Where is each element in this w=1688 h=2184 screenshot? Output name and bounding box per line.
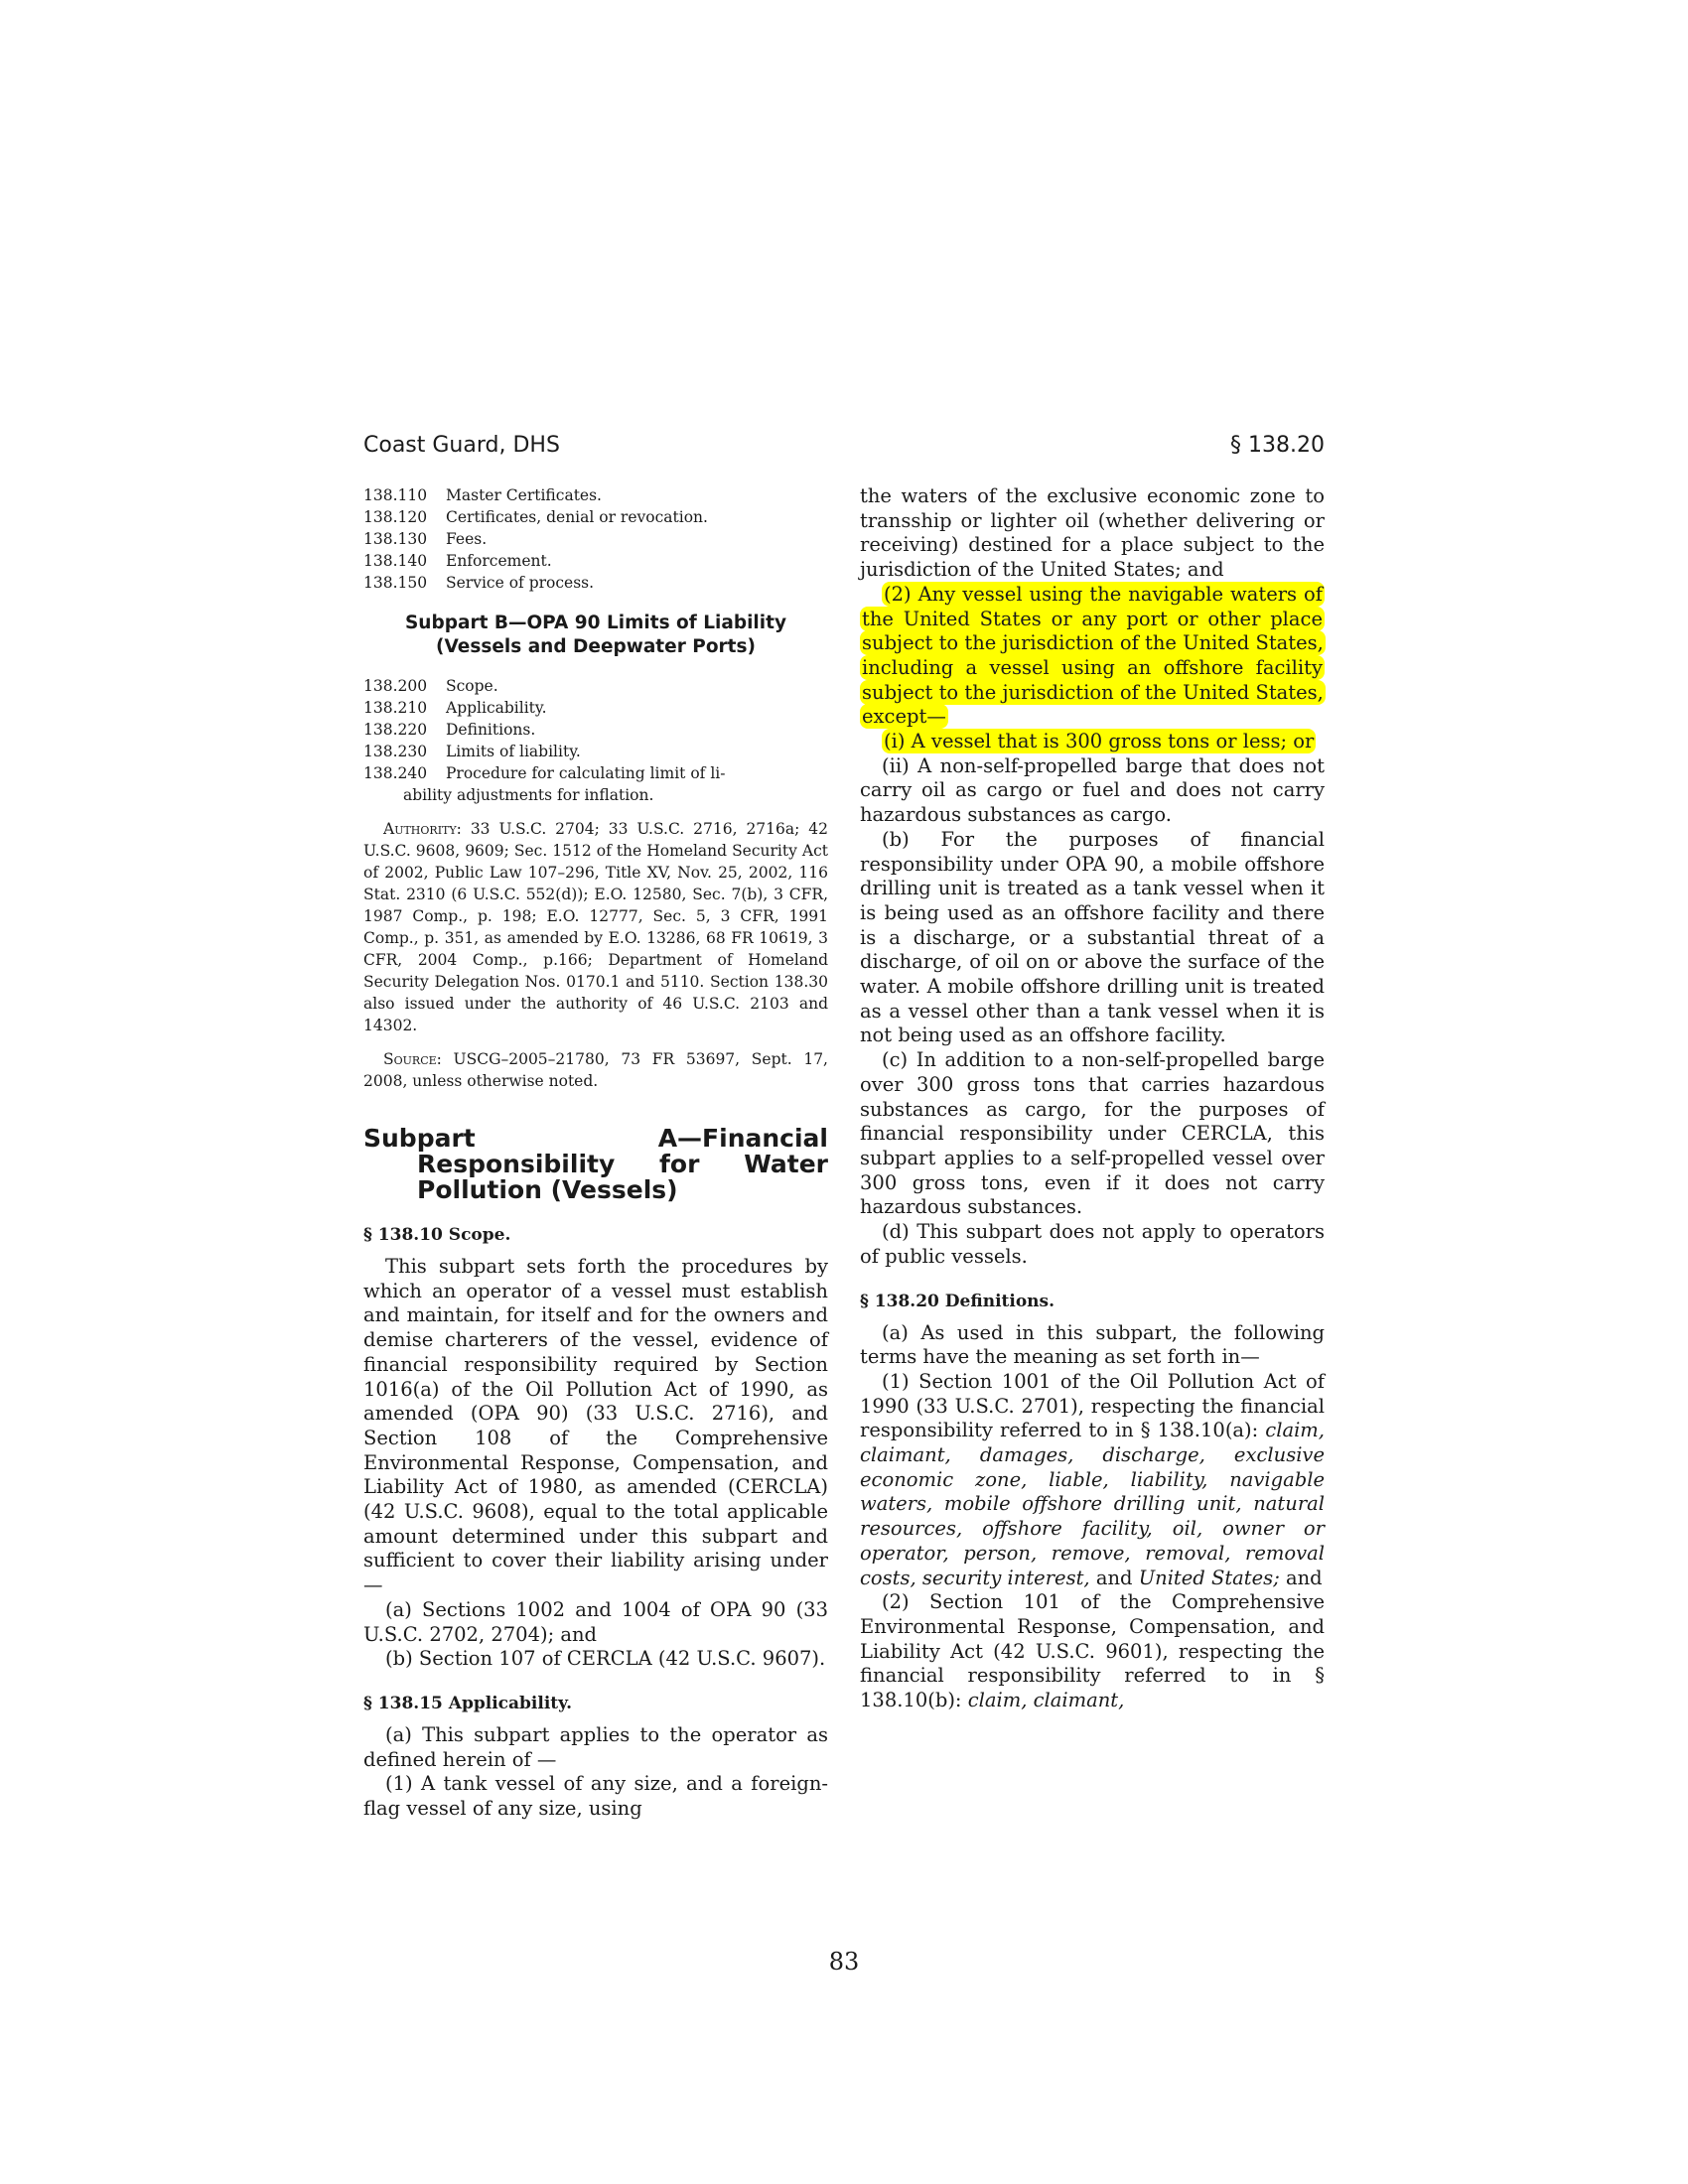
section-heading-138-10: § 138.10 Scope.: [363, 1225, 511, 1245]
toc-section-number: 138.150: [363, 574, 428, 592]
toc-section-number: 138.140: [363, 552, 428, 570]
toc-section-number: 138.210: [363, 699, 428, 717]
toc-section-title: Limits of liability.: [446, 743, 581, 760]
conjunction: and: [1089, 1566, 1139, 1589]
toc-row: [363, 550, 828, 572]
toc-section-title-continued: ability adjustments for inflation.: [403, 786, 654, 804]
toc-row: [363, 506, 828, 528]
paragraph-138-15-a2-ii: (ii) A non-self-propelled barge that does not carry oil as cargo or fuel and does not carry hazardous substances as cargo.: [860, 753, 1325, 827]
toc-section-number: 138.220: [363, 721, 428, 739]
running-head: [363, 433, 1325, 467]
paragraph-138-15-a1-start: (1) A tank vessel of any size, and a foreign-flag vessel of any size, using: [363, 1772, 828, 1821]
toc-section-number: 138.230: [363, 743, 428, 760]
toc-row: [363, 741, 828, 762]
toc-row: [363, 697, 828, 719]
toc-row: [363, 528, 828, 550]
toc-row: [363, 484, 828, 506]
paragraph-138-10-a: (a) Sections 1002 and 1004 of OPA 90 (33 U.S.C. 2702, 2704); and: [363, 1597, 828, 1646]
paragraph-138-15-a2-i: [860, 730, 1325, 754]
toc-subpart-a-tail: [363, 484, 828, 594]
defined-term-united-states: United States;: [1138, 1566, 1280, 1589]
subpart-a-heading: Subpart A—Financial Responsibility for Water Pollution (Vessels): [363, 1124, 828, 1204]
toc-section-title: Master Certificates.: [446, 486, 602, 504]
right-column: [860, 484, 1325, 1713]
toc-section-title: Service of process.: [446, 574, 595, 592]
definition-lead: (2) Section 101 of the Comprehensive Environmental Response, Compensation, and Liability Act (42 U.S.C. 9601), respecting the financial responsibility referred to in § 138.10(b):: [860, 1590, 1325, 1712]
toc-section-title: Enforcement.: [446, 552, 552, 570]
source-text: USCG–2005–21780, 73 FR 53697, Sept. 17, 2008, unless otherwise noted.: [363, 1050, 828, 1090]
toc-section-title: Certificates, denial or revocation.: [446, 508, 708, 526]
subpart-b-title-line1: Subpart B—OPA 90 Limits of Liability: [404, 613, 787, 633]
authority-text: 33 U.S.C. 2704; 33 U.S.C. 2716, 2716a; 42 U.S.C. 9608, 9609; Sec. 1512 of the Homeland Security Act of 2002, Public Law 107–296, Title XV, Nov. 25, 2002, 116 Stat. 2310 (6 U.S.C. 552(d)); E.O. 12580, Sec. 7(b), 3 CFR, 1987 Comp., p. 198; E.O. 12777, Sec. 5, 3 CFR, 1991 Comp., p. 351, as amended by E.O. 13286, 68 FR 10619, 3 CFR, 2004 Comp., p.166; Department of Homeland Security Delegation Nos. 0170.1 and 5110. Section 138.30 also issued under the authority of 46 U.S.C. 2103 and 14302.: [363, 820, 828, 1034]
highlighted-text[interactable]: (2) Any vessel using the navigable waters of the United States or any port or other place subject to the jurisdiction of the United States, including a vessel using an offshore facility subject to the jurisdiction of the United States, except—: [862, 582, 1324, 729]
authority-note: [363, 818, 828, 1036]
source-note: [363, 1048, 828, 1092]
paragraph-138-15-d: (d) This subpart does not apply to operators of public vessels.: [860, 1220, 1325, 1268]
toc-row: [363, 719, 828, 741]
toc-section-title: Scope.: [446, 677, 498, 695]
running-head-section: § 138.20: [1230, 433, 1325, 458]
toc-row: [363, 572, 828, 594]
defined-terms: claim, claimant,: [967, 1689, 1125, 1712]
definition-lead: (1) Section 1001 of the Oil Pollution Act of 1990 (33 U.S.C. 2701), respecting the financial responsibility referred to in § 138.10(a):: [860, 1369, 1325, 1442]
toc-row: [363, 675, 828, 697]
paragraph-138-20-a: (a) As used in this subpart, the following terms have the meaning as set forth in—: [860, 1320, 1325, 1369]
paragraph-138-15-c: (c) In addition to a non-self-propelled barge over 300 gross tons that carries hazardous substances as cargo, for the purposes of financial responsibility under CERCLA, this subpart applies to a self-propelled vessel over 300 gross tons, even if it does not carry hazardous substances.: [860, 1048, 1325, 1219]
paragraph-138-15-a2: [860, 583, 1325, 730]
paragraph-138-15-b: (b) For the purposes of financial responsibility under OPA 90, a mobile offshore drilling unit is treated as a tank vessel when it is being used as an offshore facility and there is a discharge, or a substantial threat of a discharge, of oil on or above the surface of the water. A mobile offshore drilling unit is treated as a vessel other than a tank vessel when it is not being used as an offshore facility.: [860, 827, 1325, 1047]
section-heading-138-15: § 138.15 Applicability.: [363, 1693, 572, 1713]
left-column: [363, 484, 828, 1822]
running-head-agency: Coast Guard, DHS: [363, 433, 560, 458]
toc-section-number: 138.240: [363, 764, 428, 782]
authority-label: Authority:: [383, 820, 462, 838]
paragraph-138-20-a1: [860, 1370, 1325, 1590]
paragraph-138-10-intro: This subpart sets forth the procedures by which an operator of a vessel must establish and maintain, for itself and for the owners and demise charterers of the vessel, evidence of financial responsibility required by Section 1016(a) of the Oil Pollution Act of 1990, as amended (OPA 90) (33 U.S.C. 2716), and Section 108 of the Comprehensive Environmental Response, Compensation, and Liability Act of 1980, as amended (CERCLA) (42 U.S.C. 9608), equal to the total applicable amount determined under this subpart and sufficient to cover their liability arising under—: [363, 1255, 828, 1597]
toc-section-title: Fees.: [446, 530, 488, 548]
highlighted-text[interactable]: (i) A vessel that is 300 gross tons or less; or: [884, 730, 1315, 753]
subpart-b-title-line2: (Vessels and Deepwater Ports): [436, 636, 756, 657]
toc-section-title: Definitions.: [446, 721, 536, 739]
source-label: Source:: [383, 1050, 442, 1068]
page-number: 83: [828, 1948, 860, 1976]
toc-section-title: Applicability.: [446, 699, 547, 717]
toc-section-number: 138.200: [363, 677, 428, 695]
toc-section-number: 138.110: [363, 486, 428, 504]
toc-section-title: Procedure for calculating limit of li-: [446, 764, 726, 782]
toc-row: [363, 762, 828, 784]
cfr-page: [363, 433, 1325, 1976]
conjunction: and: [1279, 1566, 1323, 1589]
paragraph-138-20-a2: [860, 1590, 1325, 1713]
subpart-b-heading: [363, 612, 828, 659]
toc-section-number: 138.130: [363, 530, 428, 548]
section-heading-138-20: § 138.20 Definitions.: [860, 1291, 1055, 1311]
paragraph-138-10-b: (b) Section 107 of CERCLA (42 U.S.C. 9607).: [385, 1647, 826, 1671]
paragraph-138-15-a: (a) This subpart applies to the operator as defined herein of —: [363, 1722, 828, 1771]
paragraph-138-15-a1-continued: the waters of the exclusive economic zone to transship or lighter oil (whether delivering or receiving) destined for a place subject to the jurisdiction of the United States; and: [860, 484, 1325, 582]
defined-terms: claim, claimant, damages, discharge, exclusive economic zone, liable, liability, navigable waters, mobile offshore drilling unit, natural resources, offshore facility, oil, owner or operator, person, remove, removal, removal costs, security interest,: [860, 1419, 1325, 1589]
toc-section-number: 138.120: [363, 508, 428, 526]
toc-subpart-b: [363, 675, 828, 806]
